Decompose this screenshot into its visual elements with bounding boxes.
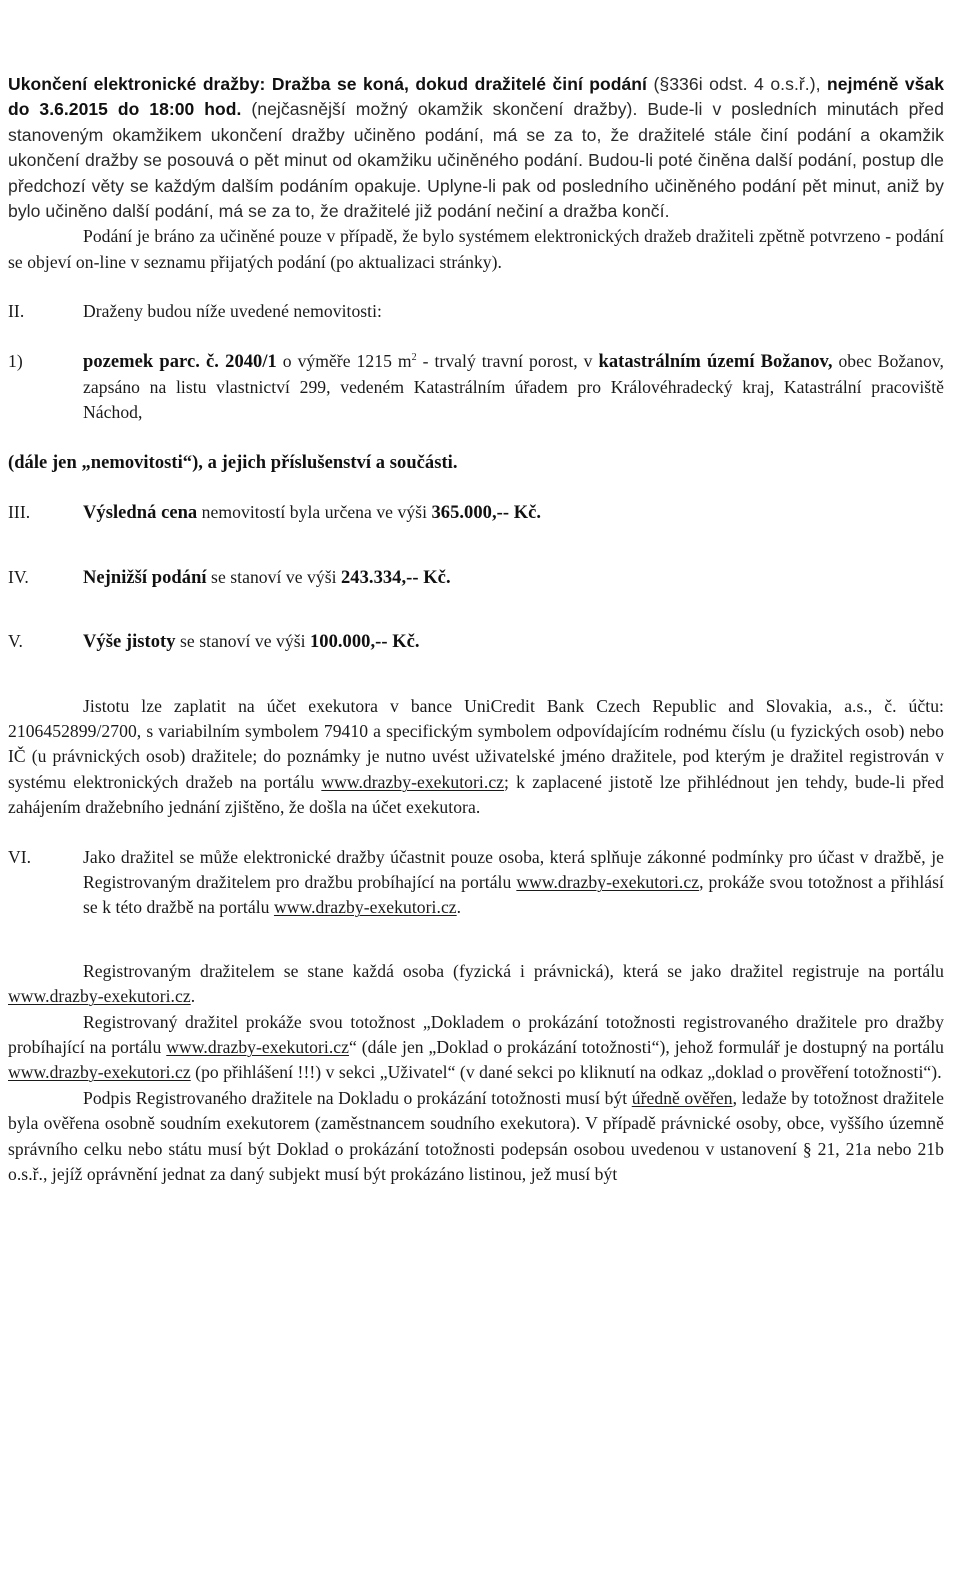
identity-proof-paragraph: Registrovaný dražitel prokáže svou totožnost „Dokladem o prokázání totožnosti registrovaného dražitele pro dražby probíhající na portálu www.drazby-exekutori.cz“ (dále jen „Doklad o prokázání totožnosti“), jehož formulář je dostupný na portálu www.drazby-exekutori.cz (po přihlášení !!!) v sekci „Uživatel“ (v dané sekci po kliknutí na odkaz „doklad o prověření totožnosti“).	[8, 1011, 944, 1083]
signature-paragraph: Podpis Registrovaného dražitele na Dokladu o prokázání totožnosti musí být úředně ověřen, ledaže by totožnost dražitele byla ověřena osobně soudním exekutorem (zaměstnancem soudního exekutora). V případě právnické osoby, obce, vyššího územně správního celku nebo státu musí být Doklad o prokázání totožnosti podepsán osobou uvedenou v ustanovení § 21, 21a nebo 21b o.s.ř., jejíž oprávnění jednat za daný subjekt musí být prokázáno listinou, jež musí být	[8, 1087, 944, 1184]
auction-end-paragraph: Ukončení elektronické dražby: Dražba se koná, dokud dražitelé činí podání (§336i odst. 4 o.s.ř.), nejméně však do 3.6.2015 do 18:00 hod. (nejčasnější možný okamžik skončení dražby). Bude-li v posledních minutách před stanoveným okamžikem ukončení dražby učiněno podání, má se za to, že dražitelé stále činí podání a okamžik ukončení dražby se posouvá o pět minut od okamžiku učiněného podání. Budou-li poté činěna další podání, postup dle předchozí věty se každým dalším podáním opakuje. Uplyne-li pak od posledního učiněného podání pět minut, aniž by bylo učiněno další podání, má se za to, že dražitelé již podání nečiní a dražba končí.	[8, 74, 944, 222]
cadastral-area: katastrálním území Božanov,	[598, 351, 833, 372]
portal-link[interactable]: www.drazby-exekutori.cz	[516, 871, 700, 892]
section-iv: IV. Nejnižší podání se stanoví ve výši 243.334,-- Kč.	[8, 566, 451, 588]
section-number: II.	[8, 301, 25, 322]
resulting-price: 365.000,-- Kč.	[431, 503, 542, 524]
hereinafter-line: (dále jen „nemovitosti“), a jejich příslušenství a součásti.	[8, 452, 458, 473]
portal-link[interactable]: www.drazby-exekutori.cz	[321, 771, 505, 792]
portal-link[interactable]: www.drazby-exekutori.cz	[273, 897, 457, 918]
section-iii: III. Výsledná cena nemovitostí byla určena ve výši 365.000,-- Kč.	[8, 502, 542, 524]
section-vi: VI. Jako dražitel se může elektronické dražby účastnit pouze osoba, která splňuje zákonné podmínky pro účast v dražbě, je Registrovaným dražitelem pro dražbu probíhající na portálu www.drazby-exekutori.cz, prokáže svou totožnost a přihlásí se k této dražbě na portálu www.drazby-exekutori.cz.	[8, 846, 944, 918]
section-ii	[8, 299, 944, 324]
section-v: V. Výše jistoty se stanoví ve výši 100.000,-- Kč.	[8, 631, 420, 653]
document-page	[8, 72, 944, 1187]
auction-end-title: Ukončení elektronické dražby:	[8, 74, 266, 94]
deposit-amount: 100.000,-- Kč.	[309, 632, 420, 653]
registered-bidder-paragraph: Registrovaným dražitelem se stane každá osoba (fyzická i právnická), která se jako dražitel registruje na portálu www.drazby-exekutori.cz.	[8, 960, 944, 1007]
officially-verified-text: úředně ověřen	[631, 1087, 733, 1108]
deposit-payment-paragraph: Jistotu lze zaplatit na účet exekutora v bance UniCredit Bank Czech Republic and Slovakia, a.s., č. účtu: 2106452899/2700, s variabilním symbolem 79410 a specifickým symbolem odpovídajícím rodnému číslu (u fyzických osob) nebo IČ (u právnických osob) dražitele; do poznámky je nutno uvést uživatelské jméno dražitele, pod kterým je dražitel registrován v systému elektronických dražeb na portálu www.drazby-exekutori.cz; k zaplacené jistotě lze přihlédnout jen tehdy, bude-li před zahájením dražebního jednání zjištěno, že došla na účet exekutora.	[8, 695, 945, 818]
portal-link[interactable]: www.drazby-exekutori.cz	[8, 1062, 191, 1083]
section-text: Draženy budou níže uvedené nemovitosti:	[83, 301, 382, 322]
auction-end-deadline: nejméně však do 3.6.2015 do 18:00 hod.	[8, 74, 944, 120]
portal-link[interactable]: www.drazby-exekutori.cz	[8, 986, 191, 1007]
property-item-1: 1) pozemek parc. č. 2040/1 o výměře 1215 $m^2$ - trvalý travní porost, v katastrálním území Božanov, obec Božanov, zapsáno na listu vlastnictví 299, vedeném Katastrálním úřadem pro Královéhradecký kraj, Katastrální pracoviště Náchod,	[8, 350, 944, 423]
portal-link[interactable]: www.drazby-exekutori.cz	[166, 1036, 349, 1057]
bid-confirmation-paragraph: Podání je bráno za učiněné pouze v případě, že bylo systémem elektronických dražeb dražiteli zpětně potvrzeno - podání se objeví on-line v seznamu přijatých podání (po aktualizaci stránky).	[8, 226, 944, 272]
lowest-bid: 243.334,-- Kč.	[341, 567, 451, 588]
parcel-number: pozemek parc. č. 2040/1	[83, 351, 277, 372]
